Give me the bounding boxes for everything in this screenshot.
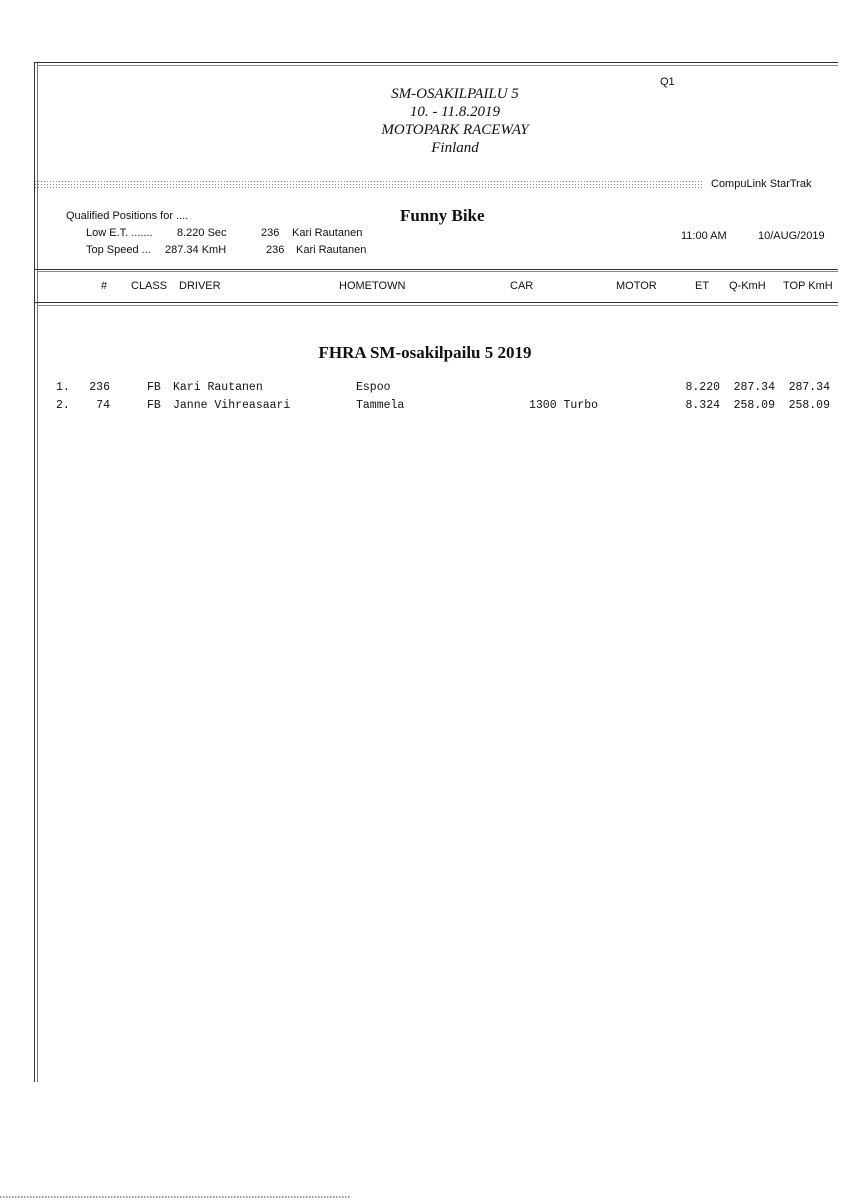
row-qkmh: 258.09 <box>733 399 775 412</box>
top-speed-value: 287.34 KmH <box>165 244 227 256</box>
event-venue: MOTOPARK RACEWAY <box>381 122 529 138</box>
header-top-line <box>34 269 838 270</box>
section-title: FHRA SM-osakilpailu 5 2019 <box>318 343 532 362</box>
top-border <box>34 62 838 63</box>
col-num: # <box>101 280 108 292</box>
left-border-inner <box>37 62 38 1082</box>
row-et: 8.220 <box>685 381 720 394</box>
row-position: 1. <box>56 381 70 394</box>
top-speed-driver: Kari Rautanen <box>296 244 367 256</box>
header-bottom-line <box>34 302 838 303</box>
row-et: 8.324 <box>685 399 720 412</box>
top-border-inner <box>37 65 838 66</box>
row-class: FB <box>147 381 161 394</box>
session-label: Q1 <box>660 76 675 88</box>
header-top-line-inner <box>37 271 838 272</box>
col-driver: DRIVER <box>179 280 221 292</box>
top-speed-number: 236 <box>266 244 285 256</box>
bottom-edge-artifact <box>0 1196 350 1198</box>
separator-dither <box>34 180 702 189</box>
col-car: CAR <box>510 280 534 292</box>
row-class: FB <box>147 399 161 412</box>
row-position: 2. <box>56 399 70 412</box>
col-hometown: HOMETOWN <box>339 280 406 292</box>
row-car: 1300 Turbo <box>529 399 599 412</box>
table-row <box>0 381 848 399</box>
row-number: 74 <box>96 399 110 412</box>
class-title: Funny Bike <box>400 206 485 225</box>
col-et: ET <box>695 280 710 292</box>
event-country: Finland <box>431 140 479 156</box>
top-speed-label: Top Speed ... <box>86 244 151 256</box>
row-hometown: Tammela <box>356 399 405 412</box>
row-number: 236 <box>89 381 110 394</box>
col-topkmh: TOP KmH <box>783 280 833 292</box>
row-topkmh: 287.34 <box>788 381 830 394</box>
report-time: 11:00 AM <box>681 230 727 242</box>
row-topkmh: 258.09 <box>788 399 830 412</box>
col-class: CLASS <box>131 280 168 292</box>
header-bottom-line-inner <box>37 305 838 306</box>
low-et-driver: Kari Rautanen <box>292 227 363 239</box>
low-et-number: 236 <box>261 227 280 239</box>
brand-label: CompuLink StarTrak <box>711 178 812 190</box>
qualified-label: Qualified Positions for .... <box>66 210 189 222</box>
row-qkmh: 287.34 <box>733 381 775 394</box>
low-et-value: 8.220 Sec <box>177 227 227 239</box>
event-dates: 10. - 11.8.2019 <box>409 104 501 120</box>
left-border <box>34 62 35 1082</box>
col-motor: MOTOR <box>616 280 657 292</box>
event-title: SM-OSAKILPAILU 5 <box>391 86 519 102</box>
table-row <box>0 399 848 417</box>
low-et-label: Low E.T. ....... <box>86 227 153 239</box>
row-driver: Janne Vihreasaari <box>173 399 291 412</box>
col-qkmh: Q-KmH <box>729 280 766 292</box>
row-hometown: Espoo <box>356 381 391 394</box>
report-date: 10/AUG/2019 <box>758 230 825 242</box>
row-driver: Kari Rautanen <box>173 381 263 394</box>
